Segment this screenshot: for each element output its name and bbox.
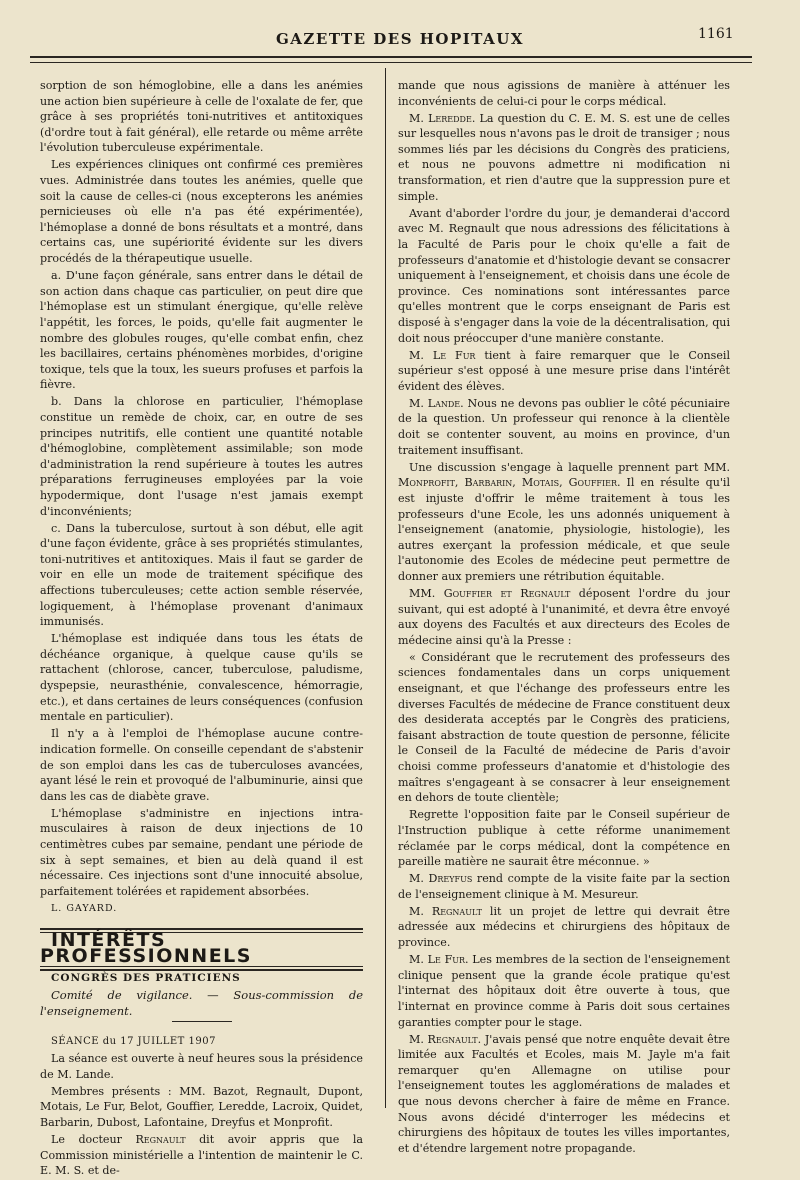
speaker-name: Lande: [427, 396, 461, 410]
paragraph: Membres présents : MM. Bazot, Regnault, Dupont, Motais, Le Fur, Belot, Gouffier, Leredde, Lacroix, Quidet, Barbarin, Dubost, Lafontaine, Dreyfus et Monprofit.: [40, 1084, 363, 1129]
paragraph: a. D'une façon générale, sans entrer dans le détail de son action dans chaque cas particulier, on peut dire que l'hémoplase est un stimulant énergique, qu'elle relève l'appétit, les forces, le poids, qu'elle fait augmenter le nombre des globules rouges, qu'elle combat enfin, chez les bacillaires, certains phénomènes morbides, d'origine toxique, tels que la toux, les sueurs profuses et parfois la fièvre.: [40, 269, 363, 392]
running-head: GAZETTE DES HOPITAUX: [275, 30, 524, 48]
header-rule-thick: [30, 56, 752, 58]
article-subtitle: Comité de vigilance. — Sous-commission de l'enseignement.: [40, 988, 363, 1018]
left-column: [40, 78, 363, 1180]
paragraph: [398, 952, 730, 1030]
paragraph: L'hémoplase s'administre en injections intra-musculaires à raison de deux injections de 10 centimètres cubes par semaine, pendant une période de six à sept semaines, et bien au delà quand il est nécessaire. Ces injections sont d'une innocuité absolue, parfaitement tolérées et rapidement absorbées.: [40, 806, 363, 898]
paragraph: [398, 206, 730, 346]
paragraph: L'hémoplase est indiquée dans tous les états de déchéance organique, à quelque cause qu'ils se rattachent (chlorose, cancer, tuberculose, paludisme, dyspepsie, neurasthénie, convalescence, hémorragie, etc.), et dans certaines de leurs conséquences (confusion mentale en particulier).: [40, 632, 363, 724]
speaker-name: Le Fur: [427, 953, 466, 967]
paragraph: c. Dans la tuberculose, surtout à son début, elle agit d'une façon évidente, grâce à ses propriétés stimulantes, toni-nutritives et antitoxiques. Mais il faut se garder de voir en elle un mode de traitement spécifique des affections tuberculeuses; cette action semble réservée, logiquement, à l'hémoplase provenant d'animaux immunisés.: [40, 521, 363, 629]
paragraph: La séance est ouverte à neuf heures sous la présidence de M. Lande.: [40, 1052, 363, 1081]
paragraph-text: déposent l'ordre du jour suivant, qui est adopté à l'unanimité, et devra être envoyé aux doyens des Facultés et aux directeurs des Ecoles de médecine ainsi qu'à la Presse :: [398, 587, 730, 647]
paragraph-text: Regrette l'opposition faite par le Conseil supérieur de l'Instruction publique à cette réforme unanimement réclamée par le corps médical, dont la compétence en pareille matière ne saurait être méconnue. »: [398, 808, 730, 869]
paragraph: b. Dans la chlorose en particulier, l'hémoplase constitue un remède de choix, car, en outre de ses principes nutritifs, elle contient une quantité notable d'hémoglobine, complètement assimilable; son mode d'administration la rend supérieure à toutes les autres préparations ferrugineuses employées par la voie hypodermique, dont l'usage n'est jamais exempt d'inconvénients;: [40, 395, 363, 518]
paragraph-text: dit avoir appris que la Commission ministérielle a l'intention de maintenir le C. E. M. S. et de-: [40, 1133, 363, 1178]
speaker-name: Regnault: [427, 1032, 478, 1046]
paragraph-text: Avant d'aborder l'ordre du jour, je demanderai d'accord avec M. Regnault que nous adressions des félicitations à la Faculté de Paris pour le choix qu'elle a fait de professeurs d'anatomie et d'histologie devant se consacrer uniquement à l'enseignement, et choisis dans une école de province. Ces nominations sont intéressantes parce qu'elles montrent que le corps enseignant de Paris est disposé à s'engager dans la voie de la décentralisation, qui doit nous préoccuper d'une manière constante.: [398, 206, 730, 345]
paragraph: [398, 904, 730, 951]
speaker-name: Monprofit, Barbarin, Motais, Gouffier: [398, 476, 617, 490]
paragraph-lead: M.: [409, 953, 428, 967]
paragraph-lead: M.: [409, 111, 429, 125]
speaker-name: Leredde: [428, 111, 472, 125]
speaker-name: Dreyfus: [428, 872, 473, 886]
paragraph-text: . La question du C. E. M. S. est une de celles sur lesquelles nous n'avons pas le droit de transiger ; nous sommes liés par les décisions du Congrès des praticiens, et nous ne pouvons admettre ni modification ni transformation, et rien d'autre que la suppression pure et simple.: [398, 111, 730, 203]
paragraph-lead: M.: [409, 396, 428, 410]
paragraph-text: « Considérant que le recrutement des professeurs des sciences fondamentales dans un corps uniquement enseignant, et que l'échange des professeurs entre les diverses Facultés de médecine de France constituent deux des desiderata acceptés par le Congrès des praticiens, faisant abstraction de toute question de personne, félicite le Conseil de la Faculté de médecine de Paris d'avoir choisi comme professeurs d'anatomie et d'histologie des maîtres s'engageant à se consacrer à leur enseignement en dehors de toute clientèle;: [398, 650, 730, 805]
paragraph-text: lit un projet de lettre qui devrait être adressée aux médecins et chirurgiens des hôpitaux de province.: [398, 904, 730, 950]
paragraph: [398, 396, 730, 458]
header-rule-thin: [30, 62, 752, 63]
paragraph-text: . Nous ne devons pas oublier le côté pécuniaire de la question. Un professeur qui renonce à la clientèle doit se contenter souvent, au moins en province, d'un traitement insuffisant.: [398, 396, 730, 457]
paragraph-text: . Les membres de la section de l'enseignement clinique pensent que la grande école pratique qu'est l'internat des hôpitaux doit être ouverte à tous, que l'internat en province comme à Paris doit sous certaines garanties compter pour le stage.: [398, 953, 730, 1029]
paragraph-lead: M.: [409, 348, 433, 362]
column-divider: [385, 68, 386, 1108]
paragraph: Il n'y a à l'emploi de l'hémoplase aucune contre-indication formelle. On conseille cependant de s'abstenir de son emploi dans les cas de tuberculoses avancées, ayant lésé le rein et provoqué de l'albuminurie, ainsi que dans les cas de diabète grave.: [40, 727, 363, 803]
paragraph: mande que nous agissions de manière à atténuer les inconvénients de celui-ci pour le corps médical.: [398, 79, 730, 108]
paragraph: [398, 650, 730, 806]
speaker-name: Gouffier et Regnault: [443, 587, 571, 600]
paragraph-lead: M.: [409, 1032, 428, 1046]
paragraph: Les expériences cliniques ont confirmé ces premières vues. Administrée dans toutes les anémies, quelle que soit la cause de celles-ci (nous excepterons les anémies pernicieuses où elle n'a pas été expérimentée), l'hémoplase a donné de bons résultats et a montré, dans certains cas, une supériorité évidente sur les divers procédés de la thérapeutique usuelle.: [40, 158, 363, 266]
paragraph-lead: M.: [409, 904, 432, 918]
paragraph: [398, 807, 730, 869]
section-title: INTÉRÊTS PROFESSIONNELS: [40, 929, 252, 968]
author-signature: L. GAYARD.: [51, 902, 118, 914]
speaker-name: Regnault: [135, 1133, 186, 1146]
speaker-name: Le Fur: [432, 348, 476, 362]
paragraph-text: tient à faire remarquer que le Conseil supérieur s'est opposé à une mesure prise dans l'intérêt évident des élèves.: [398, 348, 731, 393]
paragraph: [398, 1032, 730, 1157]
page-number: 1161: [698, 26, 734, 42]
speaker-name: Regnault: [431, 904, 482, 918]
paragraph-lead: M.: [409, 872, 429, 886]
paragraph: [398, 111, 730, 205]
paragraph-lead: MM.: [409, 587, 444, 600]
paragraph-lead: Le docteur: [51, 1133, 136, 1146]
paragraph: [40, 1132, 363, 1179]
paragraph-text: rend compte de la visite faite par la section de l'enseignement clinique à M. Mesureur.: [398, 872, 730, 901]
paragraph: [398, 871, 730, 902]
right-column: [398, 78, 730, 1158]
paragraph-text: . Il en résulte qu'il est injuste d'offrir le même traitement à tous les professeurs d'une Ecole, les uns adonnés uniquement à l'enseignement (anatomie, physiologie, histologie), les autres exerçant la profession médicale, et que seule l'autonomie des Ecoles de médecine peut permettre de donner aux premiers une rétribution équitable.: [398, 476, 730, 583]
paragraph-text: . J'avais pensé que notre enquête devait être limitée aux Facultés et Ecoles, mais M. Jayle m'a fait remarquer qu'en Allemagne on utilise pour l'enseignement toutes les agglomérations de malades et que nous devons chercher à faire de même en France. Nous avons décidé d'interroger les médecins et chirurgiens des hôpitaux de toutes les villes importantes, et d'étendre largement notre propagande.: [398, 1032, 730, 1155]
paragraph: [398, 348, 730, 395]
subtitle-rule: [172, 1021, 232, 1022]
paragraph: [398, 586, 730, 648]
session-date: SÉANCE du 17 JUILLET 1907: [51, 1035, 216, 1047]
paragraph: [398, 460, 730, 585]
article-title: CONGRÈS DES PRATICIENS: [51, 972, 241, 985]
paragraph-lead: Une discussion s'engage à laquelle prennent part MM.: [409, 460, 730, 474]
paragraph: sorption de son hémoglobine, elle a dans les anémies une action bien supérieure à celle de l'oxalate de fer, que grâce à ses propriétés toni-nutritives et antitoxiques (d'ordre tout à fait général), elle retarde ou même arrête l'évolution tuberculeuse expérimentale.: [40, 79, 363, 155]
